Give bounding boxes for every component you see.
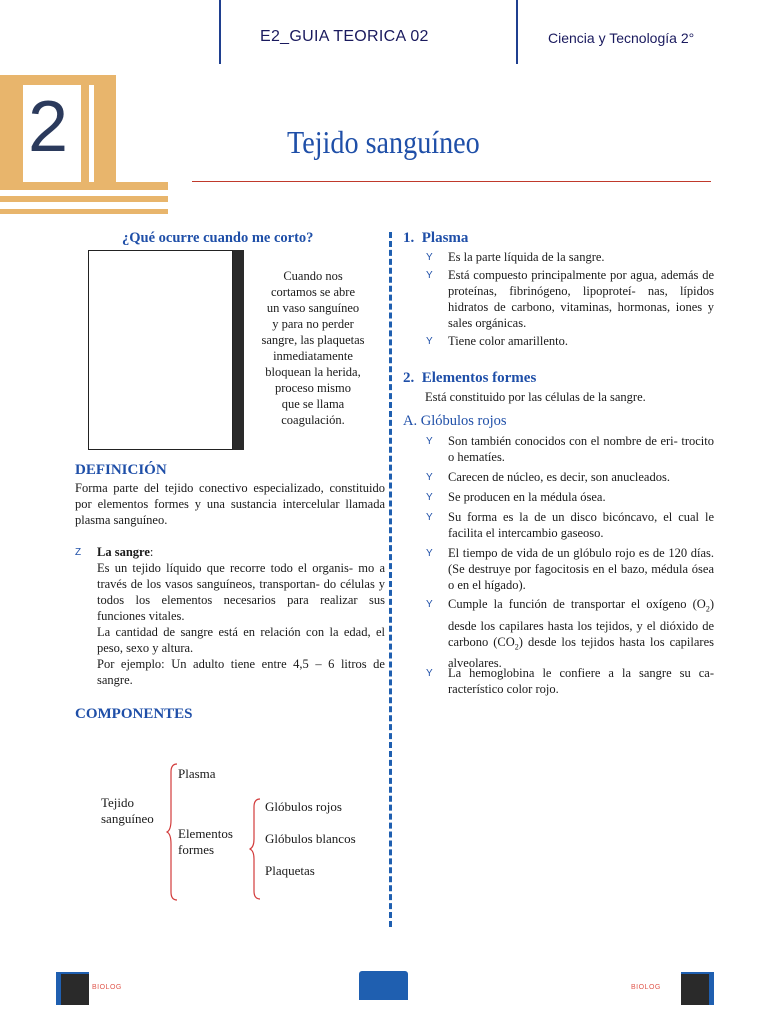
list-item: Y Está compuesto principalmente por agua, además de proteínas, fibrinógeno, lipoproteí- nas, lípidos hidratos de carbono, vitaminas, hormonas, iones y sales orgánicas. — [426, 268, 714, 330]
diagram-item: Glóbulos blancos — [265, 831, 356, 846]
intro-image — [88, 250, 233, 450]
intro-question: ¿Qué ocurre cuando me corto? — [122, 230, 314, 246]
sangre-bullet: Z — [75, 547, 82, 558]
list-item: Y Cumple la función de transportar el oxígeno $(O_2)$ desde los capilares hasta los tejidos, y el dióxido de carbono $(CO_2)$ desde los tejidos hasta los capilares alveolares. — [426, 597, 714, 670]
title-underline — [192, 181, 711, 182]
list-item: Y Es la parte líquida de la sangre. — [426, 250, 605, 264]
diagram-plasma: Plasma — [178, 766, 216, 781]
definition-heading: DEFINICIÓN — [75, 462, 167, 478]
list-item: Y Tiene color amarillento. — [426, 334, 568, 348]
diagram-elementos: Elementos formes — [178, 826, 233, 857]
column-divider — [389, 232, 392, 927]
list-item: Y La hemoglobina le confiere a la sangre su ca- racterístico color rojo. — [426, 666, 714, 696]
diagram-item: Plaquetas — [265, 863, 315, 878]
diagram-brace-elementos — [249, 797, 263, 901]
list-item: Y Se producen en la médula ósea. — [426, 490, 606, 504]
footer-center-tab — [359, 971, 408, 1000]
list-item: Y Son también conocidos con el nombre de eri- trocito o hematíes. — [426, 434, 714, 464]
elementos-text: Está constituido por las células de la sangre. — [425, 390, 646, 404]
diagram-root: Tejido sanguíneo — [101, 795, 154, 826]
plasma-heading: 1. Plasma — [403, 230, 469, 246]
globulos-rojos-heading: A. Glóbulos rojos — [403, 413, 507, 429]
intro-story: Cuando nos cortamos se abre un vaso sanguíneo y para no perder sangre, las plaquetas inmediatamente bloquean la herida, proceso mismo que se llama coagulación. — [261, 269, 365, 427]
componentes-heading: COMPONENTES — [75, 706, 193, 722]
sangre-text — [97, 560, 385, 688]
header-divider-right — [516, 0, 518, 64]
header-divider-left — [219, 0, 221, 64]
sangre-paragraph: La cantidad de sangre está en relación con la edad, el peso, sexo y altura. — [97, 625, 385, 655]
sangre-label: La sangre: — [97, 545, 154, 559]
chapter-number: 2 — [28, 87, 69, 167]
footer-left-label: BIOLOG — [92, 984, 122, 991]
footer-right-label: BIOLOG — [631, 984, 661, 991]
footer-left-shadow — [61, 974, 89, 1005]
list-item: Y Carecen de núcleo, es decir, son anucleados. — [426, 470, 670, 484]
list-item: Y Su forma es la de un disco bicóncavo, el cual le facilita el intercambio gaseoso. — [426, 510, 714, 540]
footer-right-shadow — [681, 974, 709, 1005]
definition-text: Forma parte del tejido conectivo especializado, constituido por elementos formes y una sustancia intercelular llamada plasma sanguíneo. — [75, 481, 385, 527]
diagram-item: Glóbulos rojos — [265, 799, 342, 814]
guide-code: E2_GUIA TEORICA 02 — [260, 28, 429, 45]
subject-name: Ciencia y Tecnología 2° — [548, 30, 695, 46]
sangre-paragraph: Es un tejido líquido que recorre todo el organis- mo a través de los vasos sanguíneos, transportan- do células y todos los elementos necesarios para realizar sus funciones vitales. — [97, 561, 385, 623]
sangre-paragraph: Por ejemplo: Un adulto tiene entre 4,5 – 6 litros de sangre. — [97, 657, 385, 687]
elementos-heading: 2. Elementos formes — [403, 370, 537, 386]
list-item: Y El tiempo de vida de un glóbulo rojo es de 120 días. (Se destruye por fagocitosis en el bazo, médula ósea o en el hígado). — [426, 546, 714, 592]
page-title: Tejido sanguíneo — [287, 124, 480, 160]
